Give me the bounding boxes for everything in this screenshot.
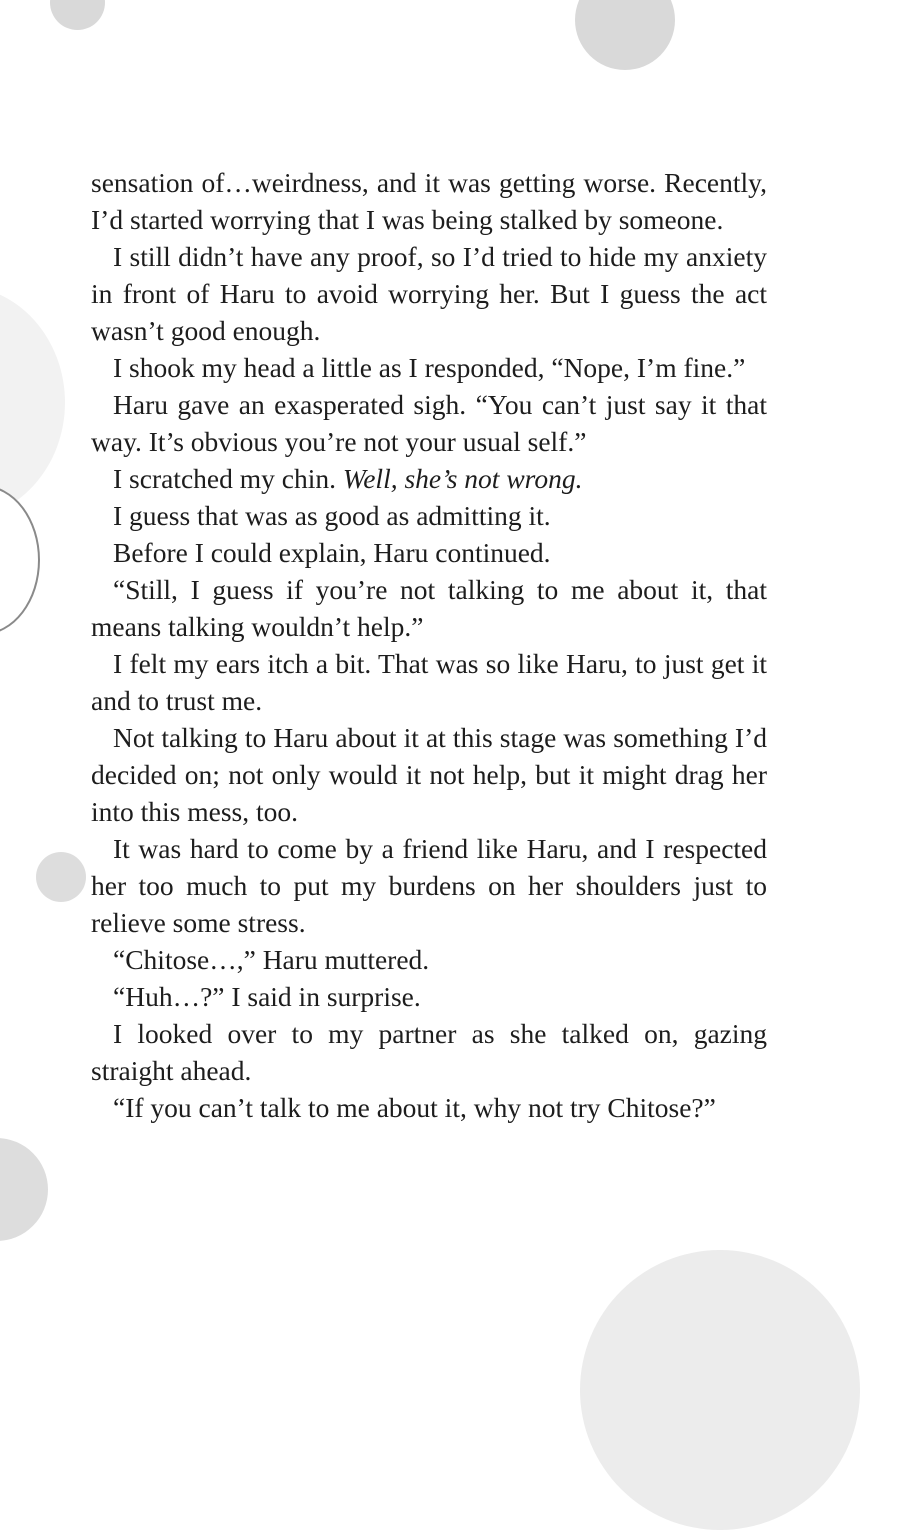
- decorative-circle: [36, 852, 86, 902]
- paragraph: I guess that was as good as admitting it.: [113, 500, 551, 531]
- paragraph: It was hard to come by a friend like Haru, and I respected her too much to put my burdens on her shoulders just to relieve some stress.: [91, 833, 767, 938]
- paragraph: I felt my ears itch a bit. That was so like Haru, to just get it and to trust me.: [91, 648, 767, 716]
- paragraph: Haru gave an exasperated sigh. “You can’t just say it that way. It’s obvious you’re not your usual self.”: [91, 389, 767, 457]
- paragraph: [91, 460, 767, 497]
- paragraph: I shook my head a little as I responded, “Nope, I’m fine.”: [113, 352, 746, 383]
- decorative-circle: [575, 0, 675, 70]
- decorative-circle: [0, 285, 65, 520]
- decorative-ring: [0, 485, 40, 635]
- page-text: [91, 164, 767, 1126]
- decorative-circle: [580, 1250, 860, 1530]
- paragraph: Before I could explain, Haru continued.: [113, 537, 551, 568]
- decorative-circle: [0, 1138, 48, 1241]
- paragraph: “Chitose…,” Haru muttered.: [113, 944, 430, 975]
- paragraph-text: I scratched my chin.: [113, 463, 343, 494]
- paragraph: I looked over to my partner as she talked on, gazing straight ahead.: [91, 1018, 767, 1086]
- paragraph: “Still, I guess if you’re not talking to me about it, that means talking wouldn’t help.”: [91, 574, 767, 642]
- paragraph: “If you can’t talk to me about it, why not try Chitose?”: [113, 1092, 716, 1123]
- decorative-circle: [50, 0, 105, 30]
- italic-thought: Well, she’s not wrong.: [342, 463, 583, 494]
- paragraph: sensation of…weirdness, and it was getting worse. Recently, I’d started worrying that I was being stalked by someone.: [91, 167, 767, 235]
- paragraph: Not talking to Haru about it at this stage was something I’d decided on; not only would it not help, but it might drag her into this mess, too.: [91, 722, 767, 827]
- paragraph: “Huh…?” I said in surprise.: [113, 981, 421, 1012]
- paragraph: I still didn’t have any proof, so I’d tried to hide my anxiety in front of Haru to avoid worrying her. But I guess the act wasn’t good enough.: [91, 241, 767, 346]
